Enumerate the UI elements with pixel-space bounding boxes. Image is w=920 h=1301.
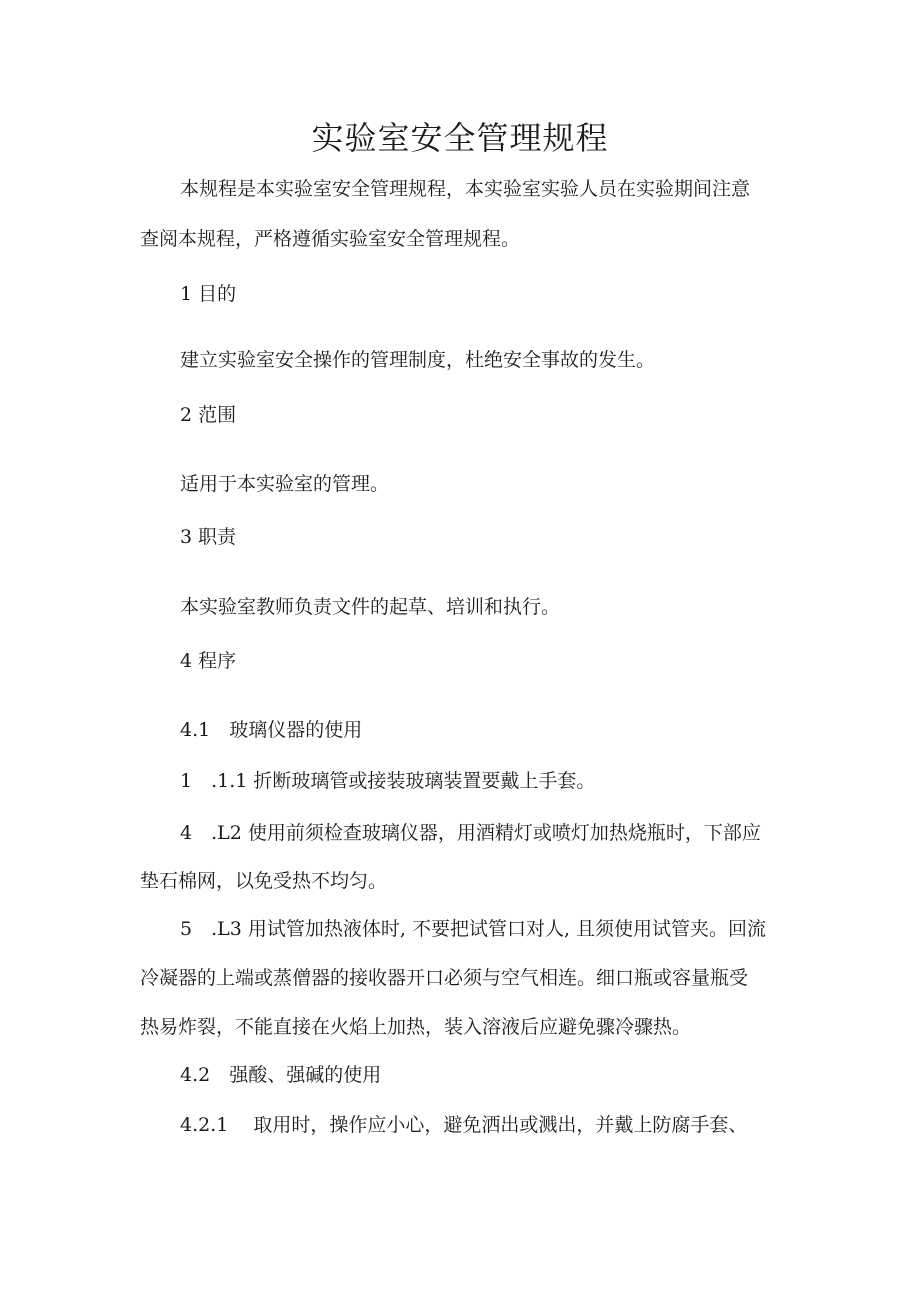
section-heading-responsibility: 3 职责	[180, 526, 237, 548]
section-body-responsibility: 本实验室教师负责文件的起草、培训和执行。	[180, 596, 561, 618]
intro-line-2: 查阅本规程，严格遵循实验室安全管理规程。	[140, 228, 521, 250]
subsection-heading-acid-base: 4.2 强酸、强碱的使用	[180, 1064, 382, 1086]
glassware-item-1: 1 .1.1 折断玻璃管或接装玻璃装置要戴上手套。	[180, 770, 596, 792]
section-body-scope: 适用于本实验室的管理。	[180, 473, 390, 495]
glassware-item-2-line-1: 4 .L2 使用前须检查玻璃仪器，用酒精灯或喷灯加热烧瓶时，下部应	[180, 822, 761, 844]
section-heading-scope: 2 范围	[180, 404, 237, 426]
section-heading-procedure: 4 程序	[180, 650, 237, 672]
document-title: 实验室安全管理规程	[311, 119, 609, 157]
section-heading-purpose: 1 目的	[180, 283, 237, 305]
acid-base-item-1: 4.2.1 取用时，操作应小心，避免洒出或溅出，并戴上防腐手套、	[180, 1114, 748, 1136]
glassware-item-3-line-3: 热易炸裂，不能直接在火焰上加热，装入溶液后应避免骤冷骤热。	[140, 1016, 692, 1038]
glassware-item-3-line-2: 冷凝器的上端或蒸僧器的接收器开口必须与空气相连。细口瓶或容量瓶受	[140, 967, 749, 989]
subsection-heading-glassware: 4.1 玻璃仪器的使用	[180, 719, 363, 741]
glassware-item-3-line-1: 5 .L3 用试管加热液体时, 不要把试管口对人, 且须使用试管夹。回流	[180, 918, 767, 940]
glassware-item-2-line-2: 垫石棉网，以免受热不均匀。	[140, 870, 388, 892]
section-body-purpose: 建立实验室安全操作的管理制度，杜绝安全事故的发生。	[180, 349, 656, 371]
intro-line-1: 本规程是本实验室安全管理规程，本实验室实验人员在实验期间注意	[180, 178, 751, 200]
